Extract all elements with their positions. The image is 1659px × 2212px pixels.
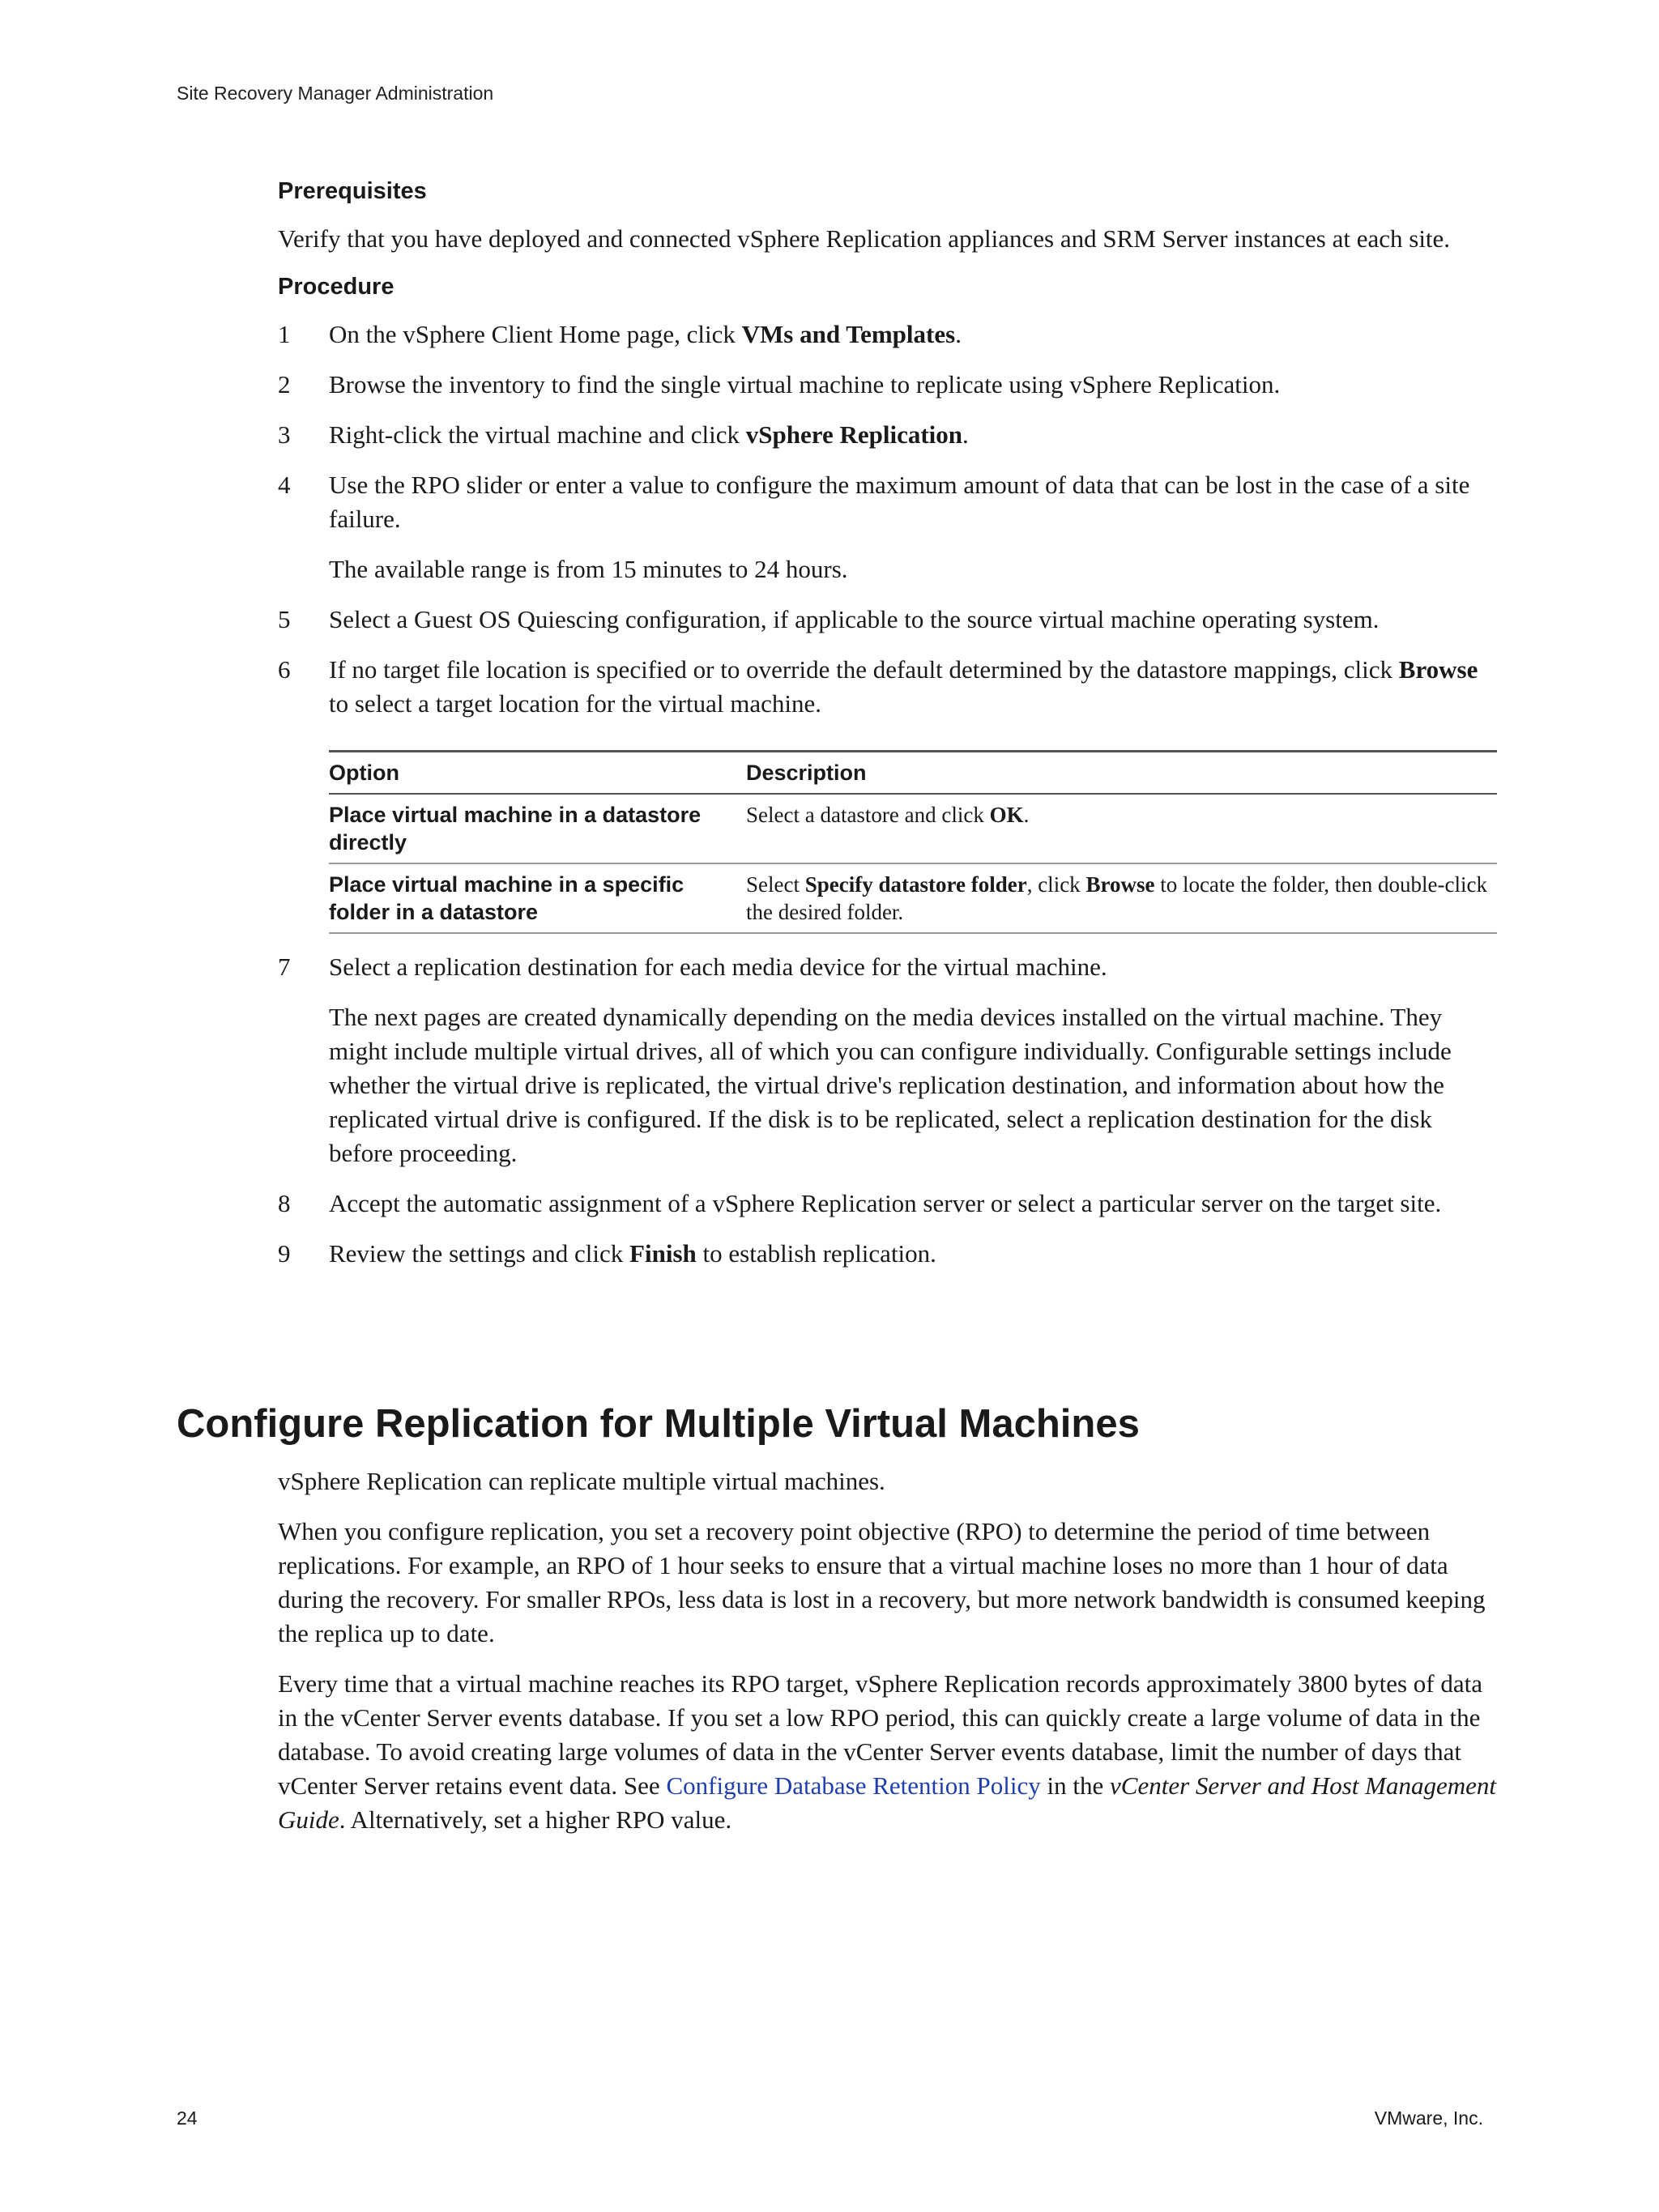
step-2 — [278, 368, 1497, 402]
step-number: 1 — [278, 320, 291, 348]
step-note: The next pages are created dynamically depending on the media devices installed on the virtual machine. They might include multiple virtual drives, all of which you can configure individually. Configurable settings include whether the virtual drive is replicated, the virtual drive's replication destination, and information about how the replicated virtual drive is configured. If the disk is to be replicated, select a replication destination for the disk before proceeding. — [329, 1003, 1452, 1167]
running-header: Site Recovery Manager Administration — [177, 83, 494, 104]
step-number: 4 — [278, 471, 291, 499]
step-number: 6 — [278, 655, 291, 684]
database-retention-link[interactable]: Configure Database Retention Policy — [666, 1771, 1041, 1800]
table-row — [329, 794, 1497, 863]
section-paragraph-2: When you configure replication, you set a recovery point objective (RPO) to determine the period of time between replications. For example, an RPO of 1 hour seeks to ensure that a virtual machine loses no more than 1 hour of data during the recovery. For smaller RPOs, less data is lost in a recovery, but more network bandwidth is consumed keeping the replica up to date. — [278, 1517, 1486, 1647]
column-header-option: Option — [329, 752, 746, 795]
option-description — [746, 863, 1497, 933]
section-paragraph-1: vSphere Replication can replicate multiple virtual machines. — [278, 1467, 885, 1495]
step-text: Select a replication destination for each media device for the virtual machine. — [329, 953, 1107, 981]
step-text-end: to select a target location for the virtual machine. — [329, 689, 821, 718]
step-note: The available range is from 15 minutes to 24 hours. — [329, 555, 848, 583]
step-text: On the vSphere Client Home page, click — [329, 320, 742, 348]
step-text-end: . — [955, 320, 962, 348]
ui-term: Browse — [1085, 872, 1155, 897]
option-description — [746, 794, 1497, 863]
prerequisites-text: Verify that you have deployed and connected vSphere Replication appliances and SRM Server instances at each site. — [278, 224, 1451, 253]
option-name: Place virtual machine in a datastore directly — [329, 794, 746, 863]
step-text: Select a Guest OS Quiescing configuration, if applicable to the source virtual machine operating system. — [329, 605, 1380, 633]
footer-company: VMware, Inc. — [1374, 2108, 1483, 2129]
step-number: 3 — [278, 420, 291, 449]
page-number: 24 — [177, 2108, 198, 2129]
step-text: Review the settings and click — [329, 1239, 630, 1268]
step-number: 9 — [278, 1239, 291, 1268]
step-3 — [278, 418, 1497, 452]
step-text-end: . — [962, 420, 969, 449]
desc-text: . — [1023, 803, 1030, 827]
step-4 — [278, 468, 1497, 586]
prerequisites-heading: Prerequisites — [278, 178, 427, 204]
options-table — [329, 750, 1497, 934]
paragraph-text: Every time that a virtual machine reaches its RPO target, vSphere Replication records approximately 3800 bytes of data in the vCenter Server events database. If you set a low RPO period, this can quickly create a large volume of data in the database. To avoid creating large volumes of data in the vCenter Server events database, limit the number of days that vCenter Server retains event data. See — [278, 1669, 1482, 1800]
section-body — [278, 1464, 1497, 1853]
procedure-heading: Procedure — [278, 274, 394, 300]
paragraph-text: in the — [1040, 1771, 1111, 1800]
step-9 — [278, 1237, 1497, 1271]
guide-title: vCenter Server and Host Management Guide — [278, 1771, 1496, 1834]
desc-text: to locate the folder, then double-click the desired folder. — [746, 872, 1487, 924]
step-8 — [278, 1187, 1497, 1221]
step-text: Use the RPO slider or enter a value to configure the maximum amount of data that can be lost in the case of a site failure. — [329, 471, 1470, 533]
desc-text: Select — [746, 872, 805, 897]
ui-term: vSphere Replication — [745, 420, 963, 449]
procedure-steps — [278, 318, 1497, 1271]
step-number: 7 — [278, 953, 291, 981]
section-title: Configure Replication for Multiple Virtual Machines — [177, 1402, 1140, 1446]
step-6 — [278, 653, 1497, 934]
step-text: Right-click the virtual machine and click — [329, 420, 746, 449]
step-5 — [278, 603, 1497, 637]
ui-term: Browse — [1398, 655, 1478, 684]
step-number: 5 — [278, 605, 291, 633]
table-row — [329, 863, 1497, 933]
ui-term: OK — [989, 803, 1024, 827]
ui-term: VMs and Templates — [741, 320, 956, 348]
step-text: If no target file location is specified or to override the default determined by the datastore mappings, click — [329, 655, 1399, 684]
desc-text: , click — [1026, 872, 1086, 897]
ui-term: Finish — [629, 1239, 697, 1268]
step-text-end: to establish replication. — [696, 1239, 936, 1268]
option-name: Place virtual machine in a specific folder in a datastore — [329, 863, 746, 933]
step-7 — [278, 950, 1497, 1170]
column-header-description: Description — [746, 752, 1497, 795]
step-text: Browse the inventory to find the single virtual machine to replicate using vSphere Replication. — [329, 370, 1281, 399]
paragraph-text: . Alternatively, set a higher RPO value. — [339, 1805, 732, 1834]
main-content — [278, 177, 1497, 1287]
step-number: 2 — [278, 370, 291, 399]
ui-term: Specify datastore folder — [804, 872, 1027, 897]
section-paragraph-3 — [278, 1667, 1497, 1837]
step-1 — [278, 318, 1497, 352]
step-text: Accept the automatic assignment of a vSphere Replication server or select a particular server on the target site. — [329, 1189, 1442, 1217]
desc-text: Select a datastore and click — [746, 803, 990, 827]
step-number: 8 — [278, 1189, 291, 1217]
table-header-row — [329, 752, 1497, 795]
